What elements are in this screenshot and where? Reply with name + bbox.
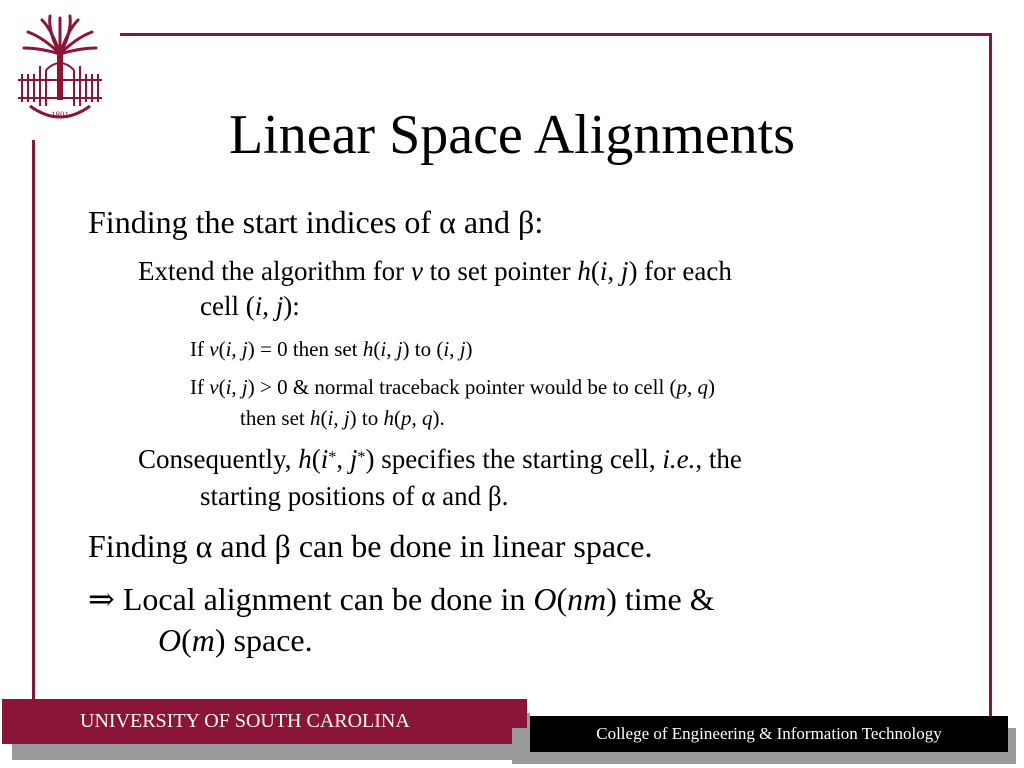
frame-top-line — [120, 33, 992, 36]
subsub-positive-case-cont: then set h(i, j) to h(p, q). — [240, 406, 445, 430]
college-name-bar: College of Engineering & Information Technology — [530, 716, 1008, 752]
bullet-linear-space: Finding α and β can be done in linear space. — [88, 528, 653, 564]
subbullet-consequently-cont: starting positions of α and β. — [200, 481, 509, 511]
frame-left-line — [32, 140, 35, 702]
slide-title: Linear Space Alignments — [228, 104, 796, 166]
subsub-zero-case: If v(i, j) = 0 then set h(i, j) to (i, j) — [190, 337, 473, 361]
university-name-bar: UNIVERSITY OF SOUTH CAROLINA — [2, 699, 527, 744]
bullet-start-indices: Finding the start indices of α and β: — [88, 204, 544, 240]
bullet-local-alignment-cont: O(m) space. — [158, 622, 313, 658]
subbullet-consequently: Consequently, h(i*, j*) specifies the starting cell, i.e., the — [138, 444, 742, 474]
bullet-local-alignment: ⇒ Local alignment can be done in O(nm) time & — [88, 581, 715, 617]
subbullet-extend-algorithm: Extend the algorithm for v to set pointer h(i, j) for each — [138, 256, 732, 286]
implies-arrow-icon: ⇒ — [88, 581, 115, 617]
subsub-positive-case: If v(i, j) > 0 & normal traceback pointer would be to cell (p, q) — [190, 375, 716, 399]
logo-year-text: 1801 — [51, 110, 69, 120]
subbullet-extend-algorithm-cont: cell (i, j): — [200, 291, 300, 321]
